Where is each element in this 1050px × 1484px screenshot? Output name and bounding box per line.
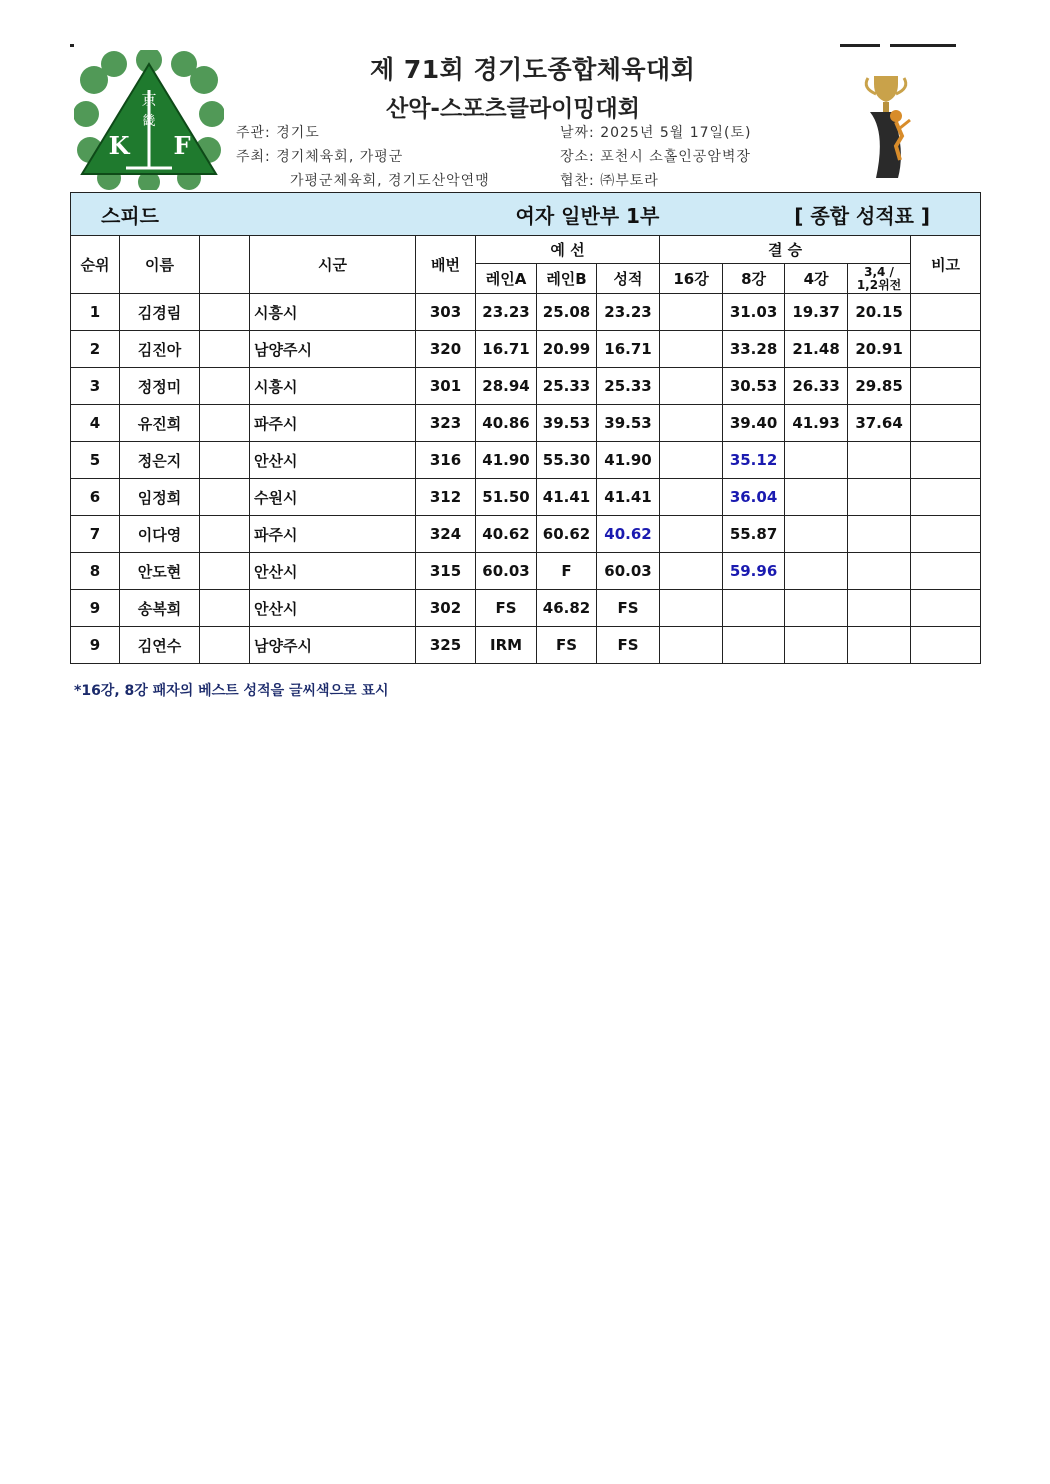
cell-bib: 325 (416, 627, 476, 664)
cell-laneA: 23.23 (476, 294, 537, 331)
cell-laneA: 60.03 (476, 553, 537, 590)
cell-city: 시흥시 (250, 368, 416, 405)
cell-laneB: 39.53 (537, 405, 597, 442)
cell-r8: 36.04 (723, 479, 785, 516)
col-lane-a: 레인A (476, 264, 537, 294)
col-lane-b: 레인B (537, 264, 597, 294)
cell-bib: 315 (416, 553, 476, 590)
cell-rank: 9 (71, 590, 120, 627)
cell-note (911, 516, 981, 553)
document-header (70, 44, 980, 192)
discipline-label: 스피드 (71, 193, 416, 236)
cell-result: 40.62 (597, 516, 660, 553)
cell-laneA: 41.90 (476, 442, 537, 479)
cell-r4: 41.93 (785, 405, 848, 442)
cell-blank (200, 590, 250, 627)
cell-r16 (660, 294, 723, 331)
cell-r4 (785, 553, 848, 590)
footnote: *16강, 8강 패자의 베스트 성적을 글씨색으로 표시 (74, 683, 389, 699)
cell-blank (200, 331, 250, 368)
col-rank: 순위 (71, 236, 120, 294)
cell-name: 김경림 (120, 294, 200, 331)
cell-r8: 31.03 (723, 294, 785, 331)
cell-blank (200, 368, 250, 405)
cell-blank (200, 442, 250, 479)
cell-r8 (723, 590, 785, 627)
cell-r16 (660, 442, 723, 479)
cell-city: 남양주시 (250, 331, 416, 368)
cell-r34 (848, 627, 911, 664)
cell-bib: 301 (416, 368, 476, 405)
cell-blank (200, 627, 250, 664)
cell-laneB: 25.08 (537, 294, 597, 331)
cell-laneB: 55.30 (537, 442, 597, 479)
cell-result: 39.53 (597, 405, 660, 442)
cell-city: 파주시 (250, 405, 416, 442)
cell-r34: 20.91 (848, 331, 911, 368)
cell-r34: 37.64 (848, 405, 911, 442)
cell-name: 정은지 (120, 442, 200, 479)
table-row (71, 553, 981, 590)
cell-r8: 33.28 (723, 331, 785, 368)
cell-bib: 303 (416, 294, 476, 331)
cell-r16 (660, 553, 723, 590)
cell-rank: 5 (71, 442, 120, 479)
cell-result: FS (597, 590, 660, 627)
cell-city: 안산시 (250, 590, 416, 627)
col-blank (200, 236, 250, 294)
col-prelim: 예 선 (476, 236, 660, 264)
cell-city: 안산시 (250, 553, 416, 590)
cell-note (911, 405, 981, 442)
table-row (71, 627, 981, 664)
cell-blank (200, 553, 250, 590)
cell-note (911, 368, 981, 405)
cell-result: 41.90 (597, 442, 660, 479)
cell-r8 (723, 627, 785, 664)
cell-r16 (660, 590, 723, 627)
results-table (70, 192, 981, 664)
cell-rank: 1 (71, 294, 120, 331)
event-title: 제 71회 경기도종합체육대회 (370, 55, 696, 84)
organizer: 주관: 경기도 (236, 125, 320, 141)
cell-bib: 320 (416, 331, 476, 368)
cell-rank: 3 (71, 368, 120, 405)
cell-city: 안산시 (250, 442, 416, 479)
cell-r8: 35.12 (723, 442, 785, 479)
cell-rank: 8 (71, 553, 120, 590)
cell-city: 파주시 (250, 516, 416, 553)
svg-text:畿: 畿 (142, 114, 156, 129)
cell-r4: 26.33 (785, 368, 848, 405)
col-r16: 16강 (660, 264, 723, 294)
svg-text:京: 京 (141, 91, 157, 109)
cell-note (911, 627, 981, 664)
cell-blank (200, 405, 250, 442)
cell-r4 (785, 516, 848, 553)
cell-blank (200, 479, 250, 516)
cell-blank (200, 294, 250, 331)
cell-name: 유진희 (120, 405, 200, 442)
table-row (71, 294, 981, 331)
cell-note (911, 442, 981, 479)
cell-laneA: 40.86 (476, 405, 537, 442)
cell-r34: 29.85 (848, 368, 911, 405)
col-name: 이름 (120, 236, 200, 294)
climber-trophy-icon (860, 68, 920, 180)
cell-result: 41.41 (597, 479, 660, 516)
cell-r8: 59.96 (723, 553, 785, 590)
cell-bib: 323 (416, 405, 476, 442)
cell-rank: 4 (71, 405, 120, 442)
event-place: 장소: 포천시 소홀인공암벽장 (560, 149, 751, 165)
cell-r4 (785, 479, 848, 516)
cell-result: 25.33 (597, 368, 660, 405)
table-row (71, 479, 981, 516)
table-row (71, 331, 981, 368)
cell-r34 (848, 590, 911, 627)
sheet-type-label: [ 종합 성적표 ] (723, 193, 981, 236)
cell-r34 (848, 479, 911, 516)
cell-name: 김연수 (120, 627, 200, 664)
cell-rank: 6 (71, 479, 120, 516)
cell-note (911, 479, 981, 516)
col-city: 시군 (250, 236, 416, 294)
svg-text:F: F (173, 131, 191, 160)
cell-r8: 39.40 (723, 405, 785, 442)
cell-r4 (785, 627, 848, 664)
cell-note (911, 294, 981, 331)
cell-r16 (660, 627, 723, 664)
col-bib: 배번 (416, 236, 476, 294)
cell-r8: 30.53 (723, 368, 785, 405)
cell-laneA: FS (476, 590, 537, 627)
cell-r34: 20.15 (848, 294, 911, 331)
cell-bib: 312 (416, 479, 476, 516)
cell-name: 이다영 (120, 516, 200, 553)
cell-bib: 316 (416, 442, 476, 479)
cell-rank: 9 (71, 627, 120, 664)
cell-name: 안도현 (120, 553, 200, 590)
cell-r16 (660, 405, 723, 442)
cell-city: 남양주시 (250, 627, 416, 664)
kf-logo-icon (74, 50, 224, 190)
cell-city: 시흥시 (250, 294, 416, 331)
cell-name: 김진아 (120, 331, 200, 368)
table-row (71, 368, 981, 405)
cell-laneB: 46.82 (537, 590, 597, 627)
cell-r4 (785, 442, 848, 479)
cell-name: 정정미 (120, 368, 200, 405)
cell-laneB: 25.33 (537, 368, 597, 405)
category-banner (71, 193, 981, 236)
col-r34: 3,4 / 1,2위전 (848, 264, 911, 294)
cell-result: 60.03 (597, 553, 660, 590)
cell-laneB: 41.41 (537, 479, 597, 516)
category-label: 여자 일반부 1부 (416, 193, 723, 236)
cell-laneB: 20.99 (537, 331, 597, 368)
svg-text:K: K (108, 131, 130, 160)
cell-laneA: IRM (476, 627, 537, 664)
col-final: 결 승 (660, 236, 911, 264)
table-row (71, 590, 981, 627)
cell-r34 (848, 553, 911, 590)
cell-bib: 302 (416, 590, 476, 627)
cell-note (911, 590, 981, 627)
cell-laneA: 16.71 (476, 331, 537, 368)
cell-r34 (848, 516, 911, 553)
cell-note (911, 331, 981, 368)
cell-bib: 324 (416, 516, 476, 553)
cell-city: 수원시 (250, 479, 416, 516)
col-result: 성적 (597, 264, 660, 294)
cell-r4: 21.48 (785, 331, 848, 368)
cell-r16 (660, 516, 723, 553)
cell-blank (200, 516, 250, 553)
cell-result: 16.71 (597, 331, 660, 368)
cell-laneA: 51.50 (476, 479, 537, 516)
cell-r4: 19.37 (785, 294, 848, 331)
cell-name: 송복희 (120, 590, 200, 627)
cell-laneA: 40.62 (476, 516, 537, 553)
cell-r16 (660, 479, 723, 516)
col-r8: 8강 (723, 264, 785, 294)
host-2: 가평군체육회, 경기도산악연맹 (290, 173, 490, 189)
cell-laneB: FS (537, 627, 597, 664)
cell-laneB: F (537, 553, 597, 590)
col-r4: 4강 (785, 264, 848, 294)
cell-rank: 7 (71, 516, 120, 553)
cell-r4 (785, 590, 848, 627)
cell-r8: 55.87 (723, 516, 785, 553)
cell-r16 (660, 331, 723, 368)
cell-note (911, 553, 981, 590)
cell-laneA: 28.94 (476, 368, 537, 405)
cell-laneB: 60.62 (537, 516, 597, 553)
cell-result: FS (597, 627, 660, 664)
cell-name: 임정희 (120, 479, 200, 516)
cell-r34 (848, 442, 911, 479)
host: 주최: 경기체육회, 가평군 (236, 149, 404, 165)
table-row (71, 516, 981, 553)
cell-r16 (660, 368, 723, 405)
table-row (71, 442, 981, 479)
table-row (71, 405, 981, 442)
event-date: 날짜: 2025년 5월 17일(토) (560, 125, 752, 141)
event-subtitle: 산악-스포츠클라이밍대회 (386, 96, 640, 122)
header-row (71, 236, 981, 264)
cell-result: 23.23 (597, 294, 660, 331)
col-note: 비고 (911, 236, 981, 294)
cell-rank: 2 (71, 331, 120, 368)
sponsor: 협찬: ㈜부토라 (560, 173, 659, 189)
